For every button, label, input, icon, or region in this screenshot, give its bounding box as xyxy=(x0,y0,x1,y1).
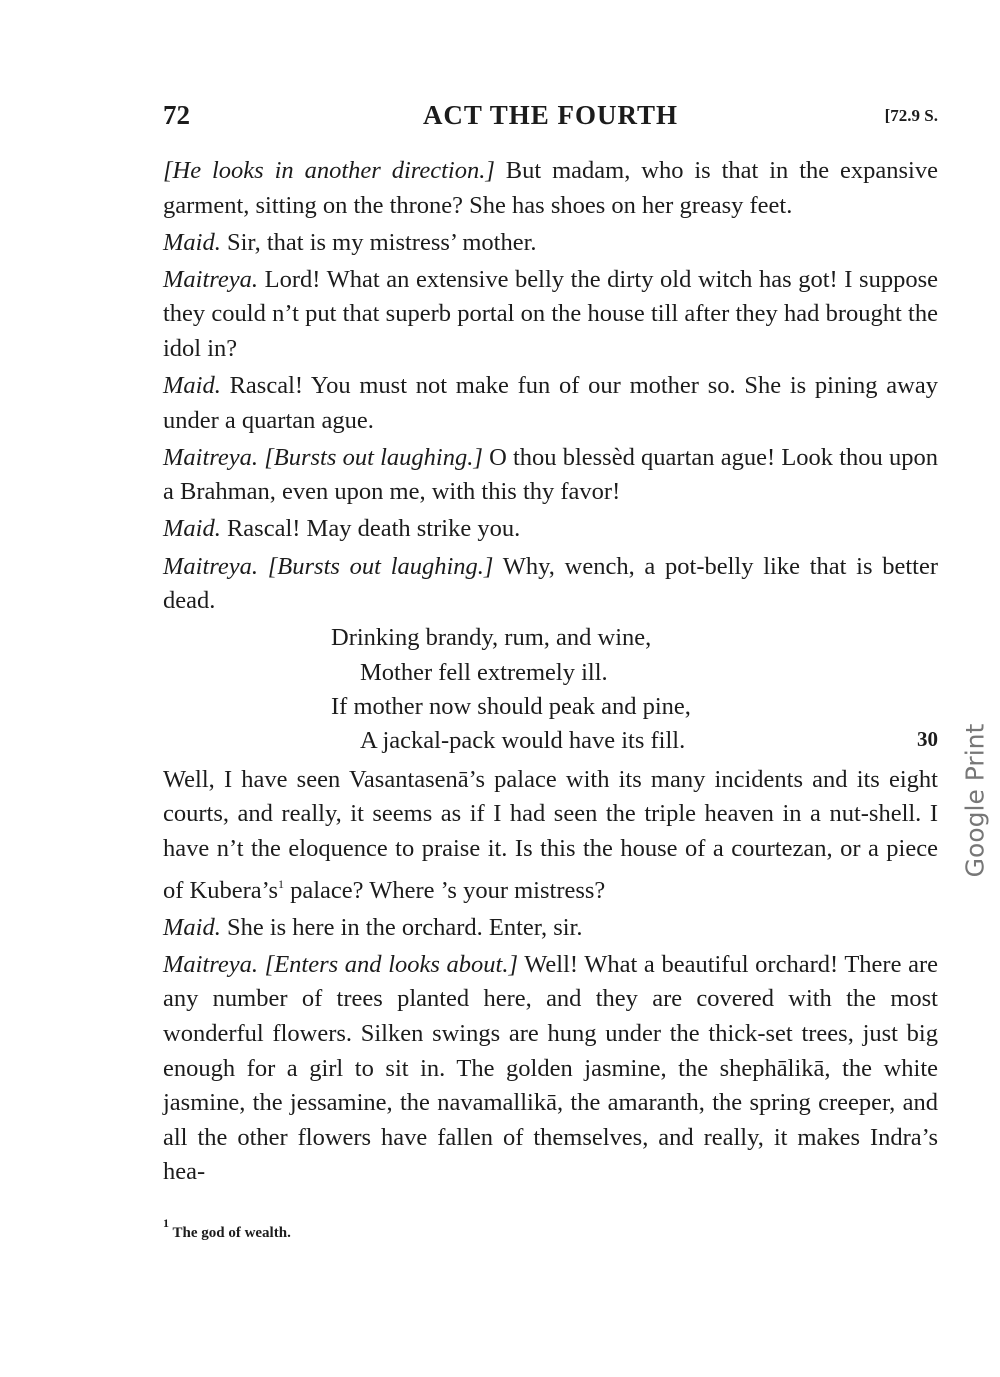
paragraph-body: Why, wench, a pot-belly like that is better dead. xyxy=(163,552,938,615)
paragraph xyxy=(163,263,938,367)
paragraph xyxy=(163,512,938,547)
paragraph xyxy=(163,369,938,438)
verse-line: Drinking brandy, rum, and wine, xyxy=(331,624,652,652)
paragraph-body: But madam, who is that in the expansive garment, sitting on the throne? She has shoes on her greasy feet. xyxy=(163,157,938,219)
speaker-name: Maitreya. xyxy=(163,950,259,978)
footnote-mark: 1 xyxy=(163,1215,169,1230)
paragraph-body: Well, I have seen Vasantasenā’s palace with its many incidents and its eight courts, and really, it seems as if I had seen the triple heaven in a nut-shell. I have n’t the eloquence to praise it. Is this the house of a courtezan, or a piece of Kubera’s xyxy=(163,765,938,904)
book-page xyxy=(163,100,938,1242)
paragraph-body: She is here in the orchard. Enter, sir. xyxy=(220,913,583,941)
paragraph xyxy=(163,948,938,1190)
paragraph xyxy=(163,226,938,261)
paragraph xyxy=(163,154,938,223)
paragraph-body: Lord! What an extensive belly the dirty old witch has got! I suppose they could n’t put that superb portal on the house till after they had brought the idol in? xyxy=(163,265,938,362)
body-text xyxy=(163,154,938,1190)
page-header xyxy=(163,100,938,140)
verse-number: 30 xyxy=(917,727,938,752)
paragraph xyxy=(163,911,938,946)
paragraph xyxy=(163,550,938,619)
watermark-text: Google Print xyxy=(960,723,990,877)
speaker-name: Maid. xyxy=(163,228,221,256)
page-number: 72 xyxy=(163,100,190,130)
section-reference: [72.9 S. xyxy=(884,106,938,125)
verse-line: Mother fell extremely ill. xyxy=(360,658,608,686)
stage-direction: [Bursts out laughing.] xyxy=(264,443,483,471)
verse-line: If mother now should peak and pine, xyxy=(331,693,691,721)
paragraph-body: Rascal! May death strike you. xyxy=(220,515,521,543)
stage-direction: [He looks in another direction.] xyxy=(163,157,495,184)
verse-block xyxy=(163,621,938,759)
running-head: ACT THE FOURTH xyxy=(422,100,679,130)
speaker-name: Maid. xyxy=(163,913,221,941)
speaker-name: Maitreya. xyxy=(163,443,259,471)
paragraph-body: O thou blessèd quartan ague! Look thou upon a Brahman, even upon me, with this thy favor! xyxy=(163,443,938,506)
paragraph-body: palace? Where ’s your mistress? xyxy=(283,876,606,904)
paragraph xyxy=(163,441,938,510)
footnote-reference: 1 xyxy=(277,876,284,891)
google-print-watermark xyxy=(935,700,1000,900)
paragraph-body: Rascal! You must not make fun of our mother so. She is pining away under a quartan ague. xyxy=(163,372,938,434)
footnote xyxy=(163,1216,938,1242)
footnote-text: The god of wealth. xyxy=(169,1224,291,1241)
paragraph xyxy=(163,763,938,908)
paragraph-body: Well! What a beautiful orchard! There are any number of trees planted here, and they are covered with the most wonderful flowers. Silken swings are hung under the thick-set trees, just big enough for a girl to sit in. The golden jasmine, the shephālikā, the white jasmine, the jessamine, the navamallikā, the amaranth, the spring creeper, and all the other flowers have fallen of themselves, and really, it makes Indra’s hea- xyxy=(163,950,938,1186)
speaker-name: Maitreya. xyxy=(163,265,259,293)
verse-line: A jackal-pack would have its fill. xyxy=(360,727,686,755)
stage-direction: [Bursts out laughing.] xyxy=(267,552,494,580)
speaker-name: Maid. xyxy=(163,515,221,543)
speaker-name: Maitreya. xyxy=(163,552,259,580)
paragraph-body: Sir, that is my mistress’ mother. xyxy=(220,228,537,256)
speaker-name: Maid. xyxy=(163,372,221,400)
stage-direction: [Enters and looks about.] xyxy=(264,950,519,978)
